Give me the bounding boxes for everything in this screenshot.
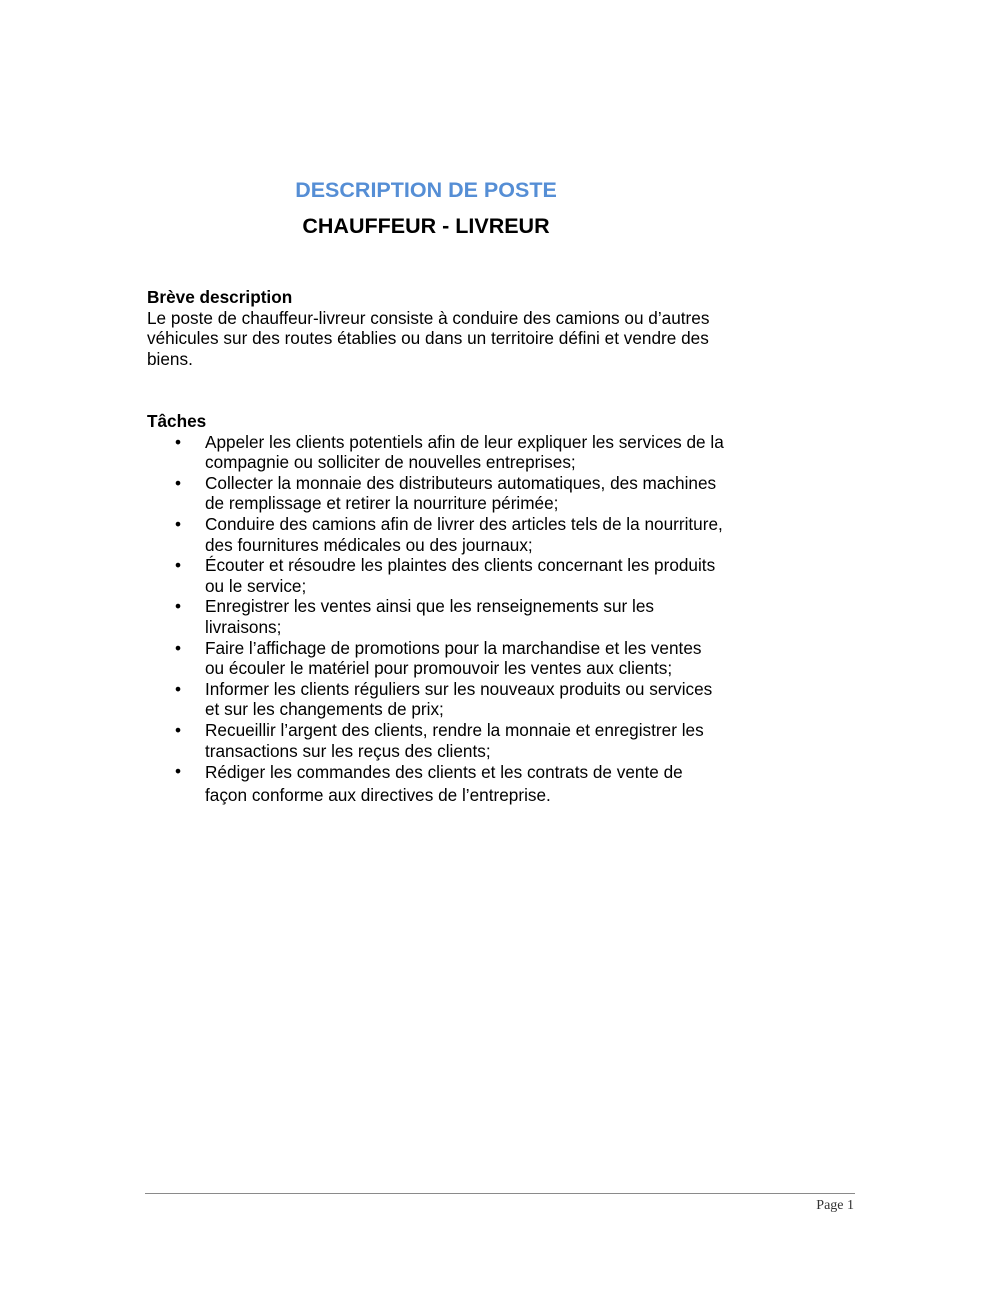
task-item — [147, 720, 725, 761]
page-number: Page 1 — [816, 1198, 854, 1213]
task-text: Appeler les clients potentiels afin de leur expliquer les services de la compagnie ou solliciter de nouvelles entreprises; — [205, 431, 724, 473]
bullet-icon: • — [175, 513, 182, 534]
task-text: Rédiger les commandes des clients et les contrats de vente de façon conforme aux directives de l’entreprise. — [205, 762, 683, 805]
bullet-icon: • — [175, 472, 182, 493]
task-item — [147, 555, 725, 596]
bullet-icon: • — [175, 719, 182, 740]
task-item — [147, 679, 725, 720]
task-text: Conduire des camions afin de livrer des articles tels de la nourriture, des fournitures médicales ou des journaux; — [205, 513, 723, 555]
task-text: Collecter la monnaie des distributeurs automatiques, des machines de remplissage et retirer la nourriture périmée; — [205, 472, 717, 514]
bullet-icon: • — [175, 596, 182, 617]
task-text: Informer les clients réguliers sur les nouveaux produits ou services et sur les changements de prix; — [205, 678, 713, 720]
task-item — [147, 638, 725, 679]
task-text: Écouter et résoudre les plaintes des clients concernant les produits ou le service; — [205, 555, 716, 596]
brief-description-text: Le poste de chauffeur-livreur consiste à conduire des camions ou d’autres véhicules sur des routes établies ou dans un territoire défini et vendre des biens. — [147, 307, 710, 369]
task-text: Recueillir l’argent des clients, rendre la monnaie et enregistrer les transactions sur les reçus des clients; — [205, 719, 704, 761]
bullet-icon: • — [175, 431, 182, 452]
task-text: Faire l’affichage de promotions pour la marchandise et les ventes ou écouler le matériel pour promouvoir les ventes aux clients; — [205, 637, 702, 679]
bullet-icon: • — [175, 637, 182, 658]
footer-divider — [145, 1193, 855, 1194]
task-text: Enregistrer les ventes ainsi que les renseignements sur les livraisons; — [205, 596, 655, 637]
brief-description-heading: Brève description — [147, 287, 293, 307]
brief-description-section — [147, 287, 727, 369]
bullet-icon: • — [175, 555, 182, 576]
task-item — [147, 596, 725, 637]
task-item — [147, 473, 725, 514]
task-item — [147, 514, 725, 555]
bullet-icon: • — [175, 678, 182, 699]
document-title: DESCRIPTION DE POSTE — [295, 178, 557, 202]
tasks-heading: Tâches — [147, 411, 207, 431]
task-list — [147, 432, 727, 807]
job-title: CHAUFFEUR - LIVREUR — [302, 214, 550, 238]
task-item — [147, 432, 725, 473]
task-item — [147, 761, 725, 806]
tasks-section — [147, 411, 727, 806]
bullet-icon: • — [175, 761, 182, 782]
